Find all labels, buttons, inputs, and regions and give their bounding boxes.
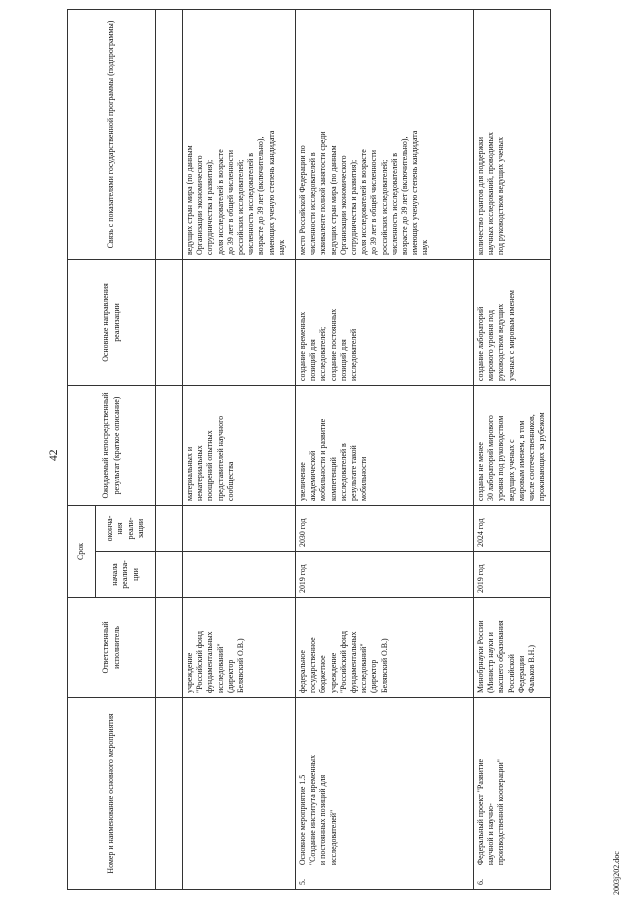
header-executor: Ответственный исполнитель [68,598,156,698]
header-row [68,10,96,890]
row-start: 2019 год [474,552,551,598]
row-start: 2019 год [296,552,474,598]
row-number: 5. [298,879,307,885]
header-start: начала реализа- ции [96,552,156,598]
row-end: 2024 год [474,506,551,552]
row-end: 2030 год [296,506,474,552]
row-start [183,552,296,598]
row-number-name [296,698,474,890]
page-number: 42 [48,449,60,461]
header-directions: Основные направления реализации [68,260,156,386]
table-row [474,10,551,890]
blank-row [156,10,183,890]
table-row [296,10,474,890]
measures-table [67,9,551,890]
table-row [183,10,296,890]
row-name: Основное мероприятие 1.5 "Создание института временных и постоянных позиций для исследователей" [298,754,338,866]
row-link: ведущих стран мира (по данным Организации экономического сотрудничества и развития); доля исследователей в возрасте до 39 лет в общей численности российских исследователей; численность исследователей в возрасте до 39 лет (включительно), имеющих ученую степень кандидата наук [183,10,296,260]
header-number-name: Номер и наименование основного мероприятия [68,698,156,890]
row-name: Федеральный проект "Развитие научной и научно- производственной кооперации" [476,758,506,866]
row-directions: создание лабораторий мирового уровня под руководством ведущих ученых с мировым именем [474,260,551,386]
row-number: 6. [476,879,485,885]
header-result: Ожидаемый непосредственный результат (краткое описание) [68,386,156,506]
header-term: Срок [68,506,96,598]
row-end [183,506,296,552]
row-executor: Минобрнауки России (Министр науки и высшего образования Российской Федерации Фальков В.Н.) [474,598,551,698]
row-result: материальных и нематериальных поощрений опытных представителей научного сообщества [183,386,296,506]
row-result: созданы не менее 30 лабораторий мирового уровня под руководством ведущих ученых с мировым именем, в том числе соотечественников, проживающих за рубежом [474,386,551,506]
row-link: место Российской Федерации по численности исследователей в эквиваленте полной занятости среди ведущих стран мира (по данным Организации экономического сотрудничества и развития); доля исследователей в возрасте до 39 лет в общей численности российских исследователей; численность исследователей в возрасте до 39 лет (включительно), имеющих ученую степень кандидата наук [296,10,474,260]
row-result: увеличение академической мобильности и развитие компетенций исследователей в результате такой мобильности [296,386,474,506]
header-end: оконча- ния реали- зации [96,506,156,552]
row-link: количество грантов для поддержки научных исследований, проводимых под руководством ведущих ученых [474,10,551,260]
row-number-name [183,698,296,890]
row-directions [183,260,296,386]
header-link: Связь с показателями государственной программы (подпрограммы) [68,10,156,260]
footer-filename: 2003j202.doc [612,851,621,895]
row-number-name [474,698,551,890]
row-executor: федеральное государственное бюджетное учреждение "Российский фонд фундаментальных исследований" (директор Белявский О.В.) [296,598,474,698]
row-directions: создание временных позиций для исследователей; создание постоянных позиций для исследователей [296,260,474,386]
row-executor: учреждение "Российский фонд фундаментальных исследований" (директор Белявский О.В.) [183,598,296,698]
